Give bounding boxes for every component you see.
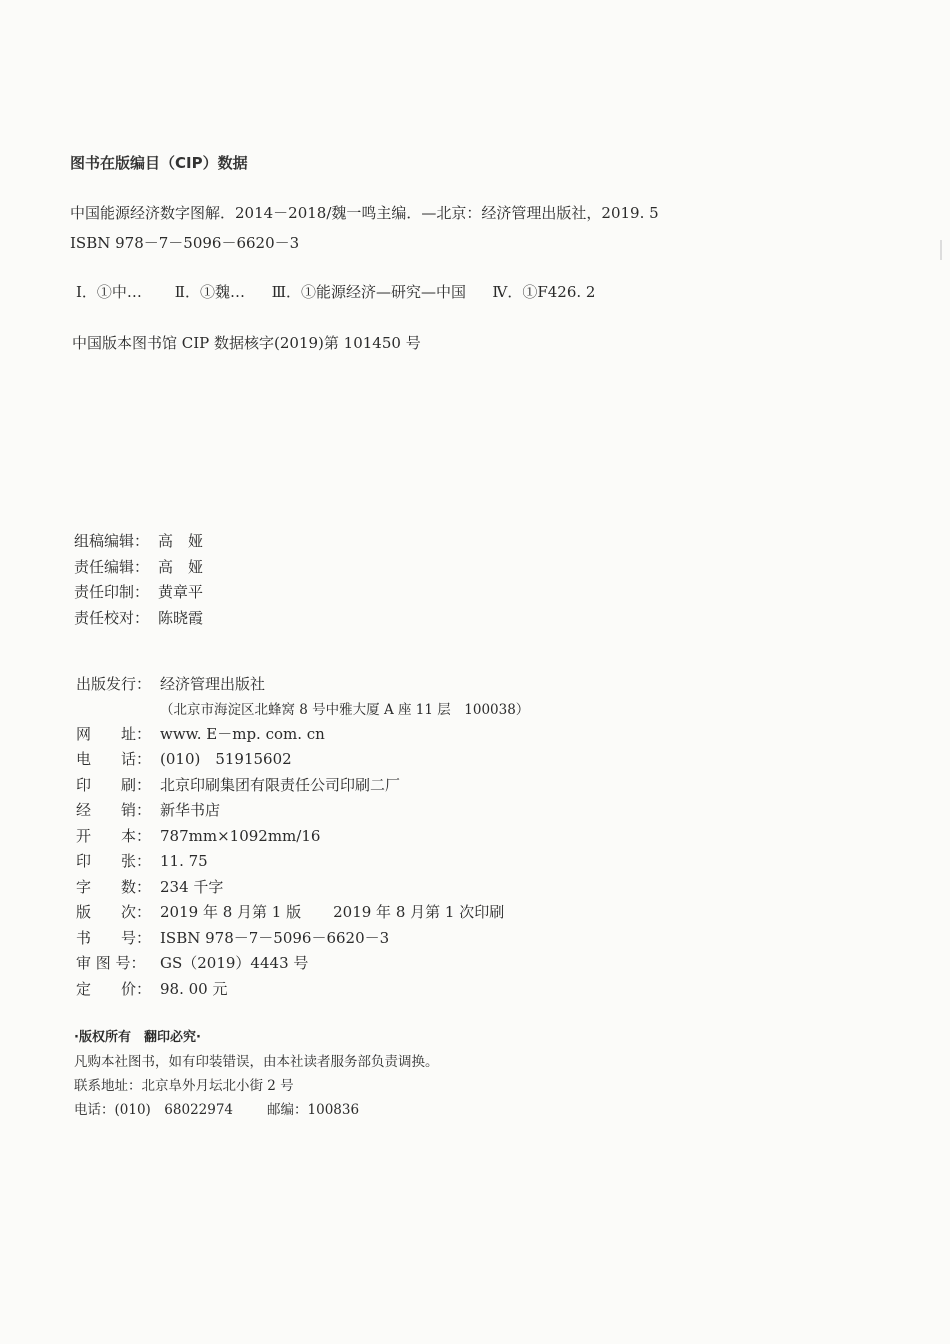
pub-row — [76, 722, 529, 748]
pub-row — [76, 798, 529, 824]
staff-value: 陈晓霞 — [158, 608, 204, 627]
pub-value: 2019 年 8 月第 1 版 — [160, 903, 302, 921]
pub-label: 版 次： — [76, 903, 152, 921]
staff-row — [74, 529, 203, 555]
staff-value: 高 娅 — [158, 557, 204, 576]
cip-isbn: ISBN 978－7－5096－6620－3 — [70, 234, 300, 252]
cip-title: 图书在版编目（CIP）数据 — [70, 154, 248, 172]
staff-row — [74, 606, 203, 632]
pub-row — [76, 773, 529, 799]
staff-label: 责任校对： — [74, 608, 150, 627]
pub-value: 11. 75 — [160, 852, 208, 870]
publication-info — [76, 672, 529, 1002]
publisher-name: 经济管理出版社 — [160, 675, 266, 693]
pub-label: 经 销： — [76, 801, 152, 819]
pub-label: 字 数： — [76, 877, 152, 896]
rights-replacement-note: 凡购本社图书，如有印装错误，由本社读者服务部负责调换。 — [74, 1054, 439, 1070]
pub-value: (010) 51915602 — [160, 750, 292, 768]
publisher-address: （北京市海淀区北蜂窝 8 号中雅大厦 A 座 11 层 100038） — [160, 701, 530, 718]
pub-label: 印 张： — [76, 852, 152, 870]
pub-value: 98. 00 元 — [160, 979, 228, 998]
print-run: 2019 年 8 月第 1 次印刷 — [333, 903, 505, 921]
pub-row — [76, 875, 529, 901]
cip-book-entry: 中国能源经济数字图解．2014－2018/魏一鸣主编．—北京：经济管理出版社，2019. 5 — [70, 204, 659, 222]
pub-value: GS（2019）4443 号 — [160, 954, 309, 972]
cip-class-2: Ⅱ．①魏… — [174, 283, 245, 301]
cip-record-number: 中国版本图书馆 CIP 数据核字(2019)第 101450 号 — [72, 334, 421, 352]
publisher-row — [76, 672, 529, 698]
cip-classification — [76, 281, 595, 302]
contact-address: 联系地址：北京阜外月坛北小街 2 号 — [74, 1078, 294, 1094]
pub-value: www. E－mp. com. cn — [160, 724, 325, 743]
staff-label: 责任编辑： — [74, 557, 150, 576]
pub-value: 234 千字 — [160, 877, 224, 896]
scan-edge-mark — [940, 240, 942, 260]
staff-value: 高 娅 — [158, 532, 204, 550]
pub-label: 定 价： — [76, 979, 152, 998]
pub-row — [76, 824, 529, 850]
contact-row — [74, 1098, 439, 1122]
staff-row — [74, 580, 203, 606]
pub-row — [76, 926, 529, 952]
pub-value: 北京印刷集团有限责任公司印刷二厂 — [160, 775, 401, 794]
pub-value: 新华书店 — [160, 801, 221, 819]
staff-row — [74, 555, 203, 581]
pub-label: 印 刷： — [76, 775, 152, 794]
rights-notice: ·版权所有 翻印必究· — [74, 1030, 201, 1045]
pub-row — [76, 977, 529, 1003]
pub-label: 书 号： — [76, 928, 152, 947]
pub-row — [76, 849, 529, 875]
rights-section — [74, 1026, 439, 1122]
pub-value: 787mm×1092mm/16 — [160, 826, 321, 845]
pub-row — [76, 900, 529, 926]
contact-postcode: 邮编：100836 — [267, 1102, 360, 1118]
contact-phone: 电话：(010) 68022974 — [74, 1102, 234, 1118]
staff-value: 黄章平 — [158, 583, 204, 601]
cip-class-1: Ⅰ．①中… — [76, 283, 142, 301]
pub-row — [76, 951, 529, 977]
pub-label: 审 图 号： — [76, 954, 146, 972]
staff-label: 责任印制： — [74, 583, 150, 601]
cip-class-3: Ⅲ．①能源经济—研究—中国 — [271, 283, 467, 301]
pub-label: 开 本： — [76, 826, 152, 845]
staff-list — [74, 529, 203, 631]
publisher-label: 出版发行： — [76, 675, 152, 693]
staff-label: 组稿编辑： — [74, 532, 150, 550]
pub-row — [76, 747, 529, 773]
cip-class-4: Ⅳ．①F426. 2 — [492, 283, 596, 301]
pub-value: ISBN 978－7－5096－6620－3 — [160, 928, 390, 947]
pub-label: 电 话： — [76, 750, 152, 768]
pub-label: 网 址： — [76, 724, 152, 743]
